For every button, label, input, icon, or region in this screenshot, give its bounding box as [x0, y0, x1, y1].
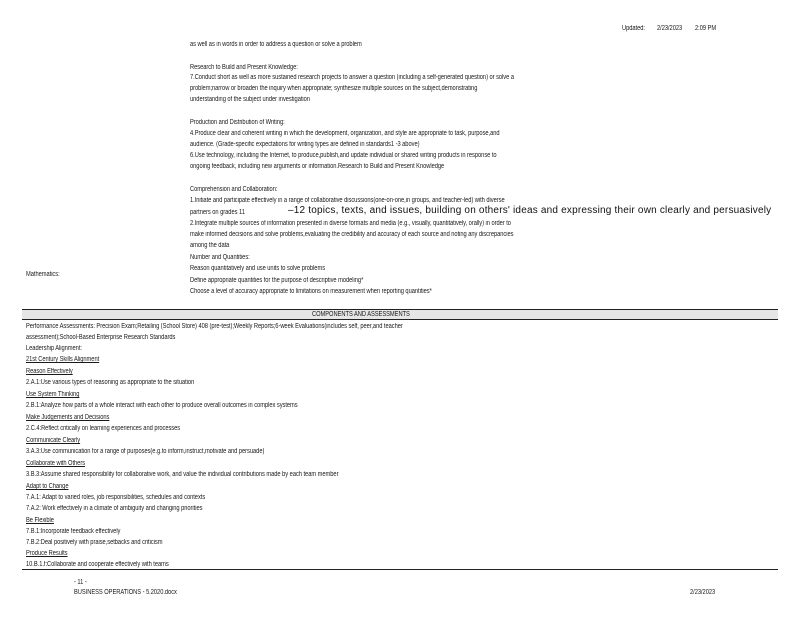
quantities-heading: Number and Quantities:	[190, 254, 250, 261]
skill-heading: Adapt to Change	[26, 483, 69, 490]
skill-heading: Produce Results	[26, 550, 68, 557]
skill-heading: Reason Effectively	[26, 368, 73, 375]
comprehension-line: make informed decisions and solve problems,evaluating the credibility and accuracy of each source and noting any discrepancies	[190, 231, 514, 238]
comprehension-line: 2.Integrate multiple sources of information presented in diverse formats and media (e.g., visually, quantitatively, orally) in order to	[190, 220, 511, 227]
assessment-line: assessment);School-Based Enterprise Research Standards	[26, 334, 176, 341]
skill-item: 7.B.1:Incorporate feedback effectively	[26, 528, 121, 535]
leadership-label: Leadership Alignment:	[26, 345, 82, 352]
quantities-line: Reason quantitatively and use units to solve problems	[190, 265, 326, 272]
skill-heading: Be Flexible	[26, 517, 54, 524]
table-bottom-border	[22, 569, 778, 570]
research-line: 7.Conduct short as well as more sustained research projects to answer a question (including a self-generated question) or solve a	[190, 74, 514, 81]
skill-item: 3.B.3:Assume shared responsibility for collaborative work, and value the individual contributions made by each team member	[26, 471, 339, 478]
production-line: audience. (Grade-specific expectations for writing types are defined in standards1 -3 above)	[190, 141, 420, 148]
updated-time: 2:09 PM	[695, 25, 717, 32]
skill-heading: Collaborate with Others	[26, 460, 86, 467]
research-heading: Research to Build and Present Knowledge:	[190, 64, 298, 71]
skill-item: 10.B.1.f:Collaborate and cooperate effectively with teams	[26, 561, 169, 568]
skill-item: 7.A.2: Work effectively in a climate of ambiguity and changing priorities	[26, 505, 203, 512]
updated-date: 2/23/2023	[657, 25, 683, 32]
document-name: BUSINESS OPERATIONS - 5.2020.docx	[74, 589, 177, 596]
comprehension-heading: Comprehension and Collaboration:	[190, 186, 278, 193]
skill-item: 2.A.1:Use various types of reasoning as appropriate to the situation	[26, 379, 195, 386]
footer-date: 2/23/2023	[690, 589, 716, 596]
intro-line: as well as in words in order to address a question or solve a problem	[190, 41, 362, 48]
page-number: - 11 -	[74, 579, 87, 586]
updated-label: Updated:	[622, 25, 645, 32]
skill-item: 2.C.4:Reflect critically on learning experiences and processes	[26, 425, 181, 432]
research-line: problem;narrow or broaden the inquiry when appropriate; synthesize multiple sources on the subject,demonstrating	[190, 85, 478, 92]
comprehension-line: among the data	[190, 242, 230, 249]
production-line: 6.Use technology, including the Internet, to produce,publish,and update individual or shared writing products in response to	[190, 152, 497, 159]
skill-heading: Make Judgements and Decisions	[26, 414, 110, 421]
partners-large-text: –12 topics, texts, and issues, building on others' ideas and expressing their own clearly and persuasively	[288, 205, 772, 216]
skill-heading: Communicate Clearly	[26, 437, 81, 444]
mathematics-label: Mathematics:	[26, 271, 60, 278]
comprehension-line: 1.Initiate and participate effectively in a range of collaborative discussions(one-on-one,in groups, and teacher-led) with diverse	[190, 197, 505, 204]
skill-item: 7.A.1: Adapt to varied roles, job responsibilities, schedules and contexts	[26, 494, 206, 501]
quantities-line: Choose a level of accuracy appropriate to limitations on measurement when reporting quantities*	[190, 288, 432, 295]
production-heading: Production and Distribution of Writing:	[190, 119, 285, 126]
quantities-line: Define appropriate quantities for the purpose of descriptive modeling*	[190, 277, 364, 284]
production-line: 4.Produce clear and coherent writing in which the development, organization, and style are appropriate to task, purpose,and	[190, 130, 500, 137]
performance-line: Performance Assessments: Precision Exam;Retailing (School Store) 408 (pre-test);Weekly Reports;6-week Evaluations(includes self, peer,and teacher	[26, 323, 403, 330]
components-title: COMPONENTS AND ASSESSMENTS	[312, 311, 410, 318]
century-skills-heading: 21st Century Skills Alignment	[26, 356, 100, 363]
partners-prefix: partners on grades 11	[190, 209, 245, 216]
skill-heading: Use System Thinking	[26, 391, 80, 398]
skill-item: 3.A.3:Use communication for a range of purposes(e.g.to inform,instruct,motivate and persuade)	[26, 448, 265, 455]
skill-item: 7.B.2:Deal positively with praise,setbacks and criticism	[26, 539, 163, 546]
production-line: ongoing feedback, including new arguments or information.Research to Build and Present Knowledge	[190, 163, 445, 170]
skill-item: 2.B.1:Analyze how parts of a whole interact with each other to produce overall outcomes in complex systems	[26, 402, 298, 409]
research-line: understanding of the subject under investigation	[190, 96, 310, 103]
